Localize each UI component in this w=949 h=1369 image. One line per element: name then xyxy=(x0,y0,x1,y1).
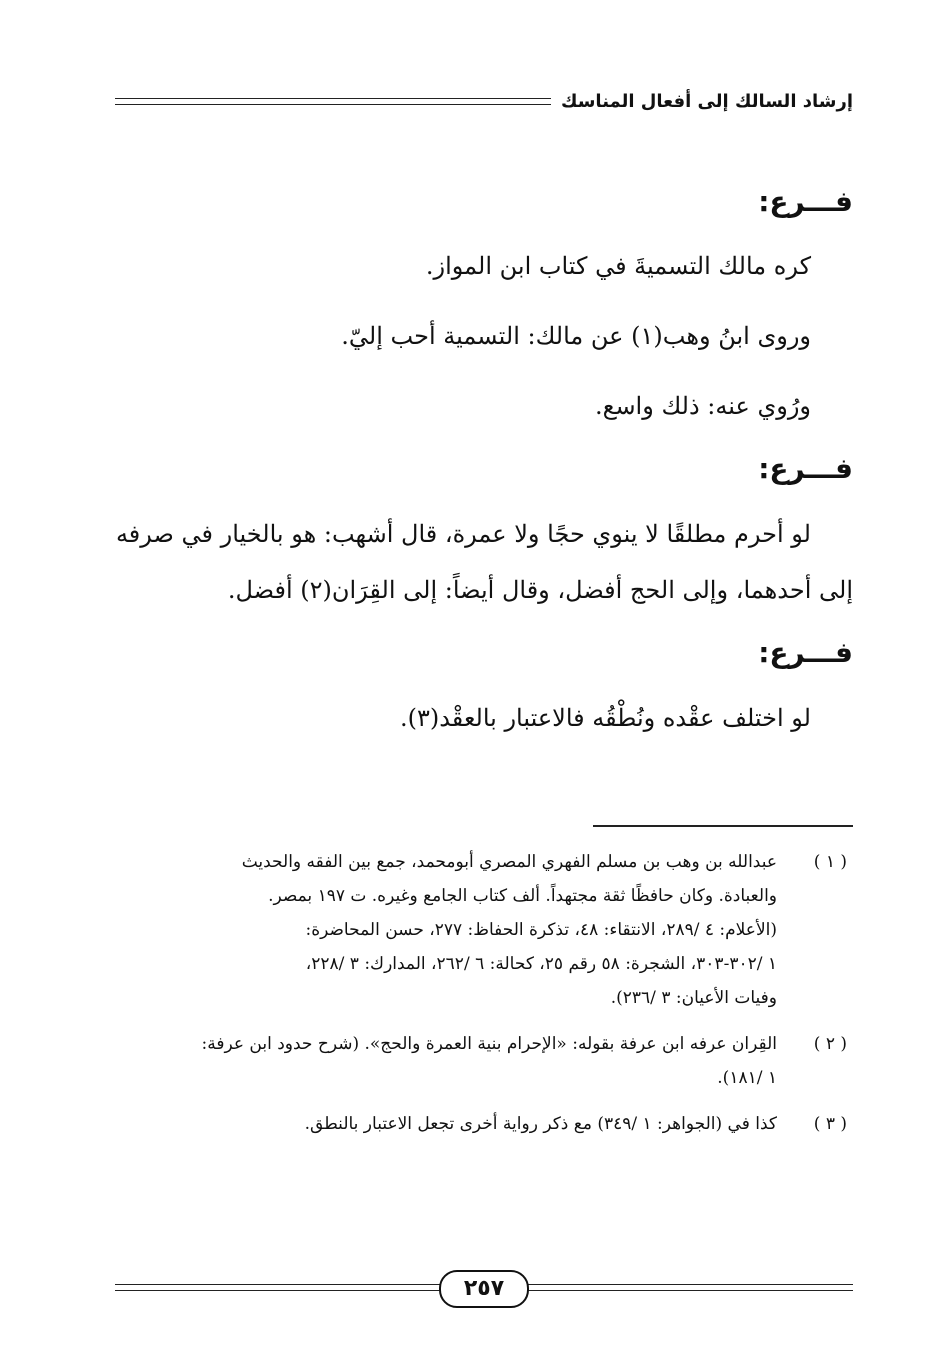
section-3-body xyxy=(115,700,811,736)
footnote-line: ١ /١٨١). xyxy=(717,1068,777,1088)
footnote-1 xyxy=(115,845,853,1015)
paragraph: وروى ابنُ وهب(١) عن مالك: التسمية أحب إليّ. xyxy=(341,322,811,350)
footnote-text xyxy=(115,845,777,1015)
paragraph: لو اختلف عقْده ونُطْقُه فالاعتبار بالعقْد(٣). xyxy=(399,704,811,732)
paragraph: إلى أحدهما، وإلى الحج أفضل، وقال أيضاً: إلى القِرَان(٢) أفضل. xyxy=(227,576,853,604)
paragraph: لو أحرم مطلقًا لا ينوي حجًا ولا عمرة، قال أشهب: هو بالخيار في صرفه xyxy=(115,520,811,548)
section-heading-1: فـــرع: xyxy=(758,185,853,218)
footnote-line: (الأعلام: ٤ /٢٨٩، الانتقاء: ٤٨، تذكرة الحفاظ: ٢٧٧، حسن المحاضرة: xyxy=(305,920,777,940)
footnote-separator xyxy=(593,825,853,827)
footnote-line: كذا في (الجواهر: ١ /٣٤٩) مع ذكر رواية أخرى تجعل الاعتبار بالنطق. xyxy=(304,1114,777,1134)
footnotes xyxy=(115,845,853,1153)
footnote-text xyxy=(115,1027,777,1095)
section-1-body xyxy=(115,248,811,424)
footnote-2 xyxy=(115,1027,853,1095)
footnote-text xyxy=(115,1107,777,1141)
footnote-line: ١ /٣٠٢-٣٠٣، الشجرة: ٥٨ رقم ٢٥، كحالة: ٦ /٢٦٢، المدارك: ٣ /٢٢٨، xyxy=(305,954,777,974)
footnote-line: والعبادة. وكان حافظًا ثقة مجتهداً. ألف كتاب الجامع وغيره. ت ١٩٧ بمصر. xyxy=(268,886,777,906)
footnote-line: عبدالله بن وهب بن مسلم الفهري المصري أبومحمد، جمع بين الفقه والحديث xyxy=(241,852,777,872)
section-2-body xyxy=(115,516,853,608)
header-rule xyxy=(115,98,551,105)
running-header xyxy=(115,86,853,116)
footnote-number: ( ٣ ) xyxy=(813,1114,847,1134)
footnote-line: وفيات الأعيان: ٣ /٢٣٦). xyxy=(610,988,777,1008)
paragraph: ورُوي عنه: ذلك واسع. xyxy=(595,392,811,420)
footnote-number: ( ٢ ) xyxy=(813,1034,847,1054)
footnote-line: القِران عرفه ابن عرفة بقوله: «الإحرام بنية العمرة والحج». (شرح حدود ابن عرفة: xyxy=(201,1034,777,1054)
book-title: إرشاد السالك إلى أفعال المناسك xyxy=(560,90,853,112)
section-heading-2: فـــرع: xyxy=(758,452,853,485)
footnote-number: ( ١ ) xyxy=(813,852,847,872)
section-heading-3: فـــرع: xyxy=(758,636,853,669)
page-number: ٢٥٧ xyxy=(439,1270,529,1308)
footnote-3 xyxy=(115,1107,853,1141)
paragraph: كره مالك التسميةَ في كتاب ابن المواز. xyxy=(425,252,811,280)
page-footer xyxy=(115,1270,853,1310)
